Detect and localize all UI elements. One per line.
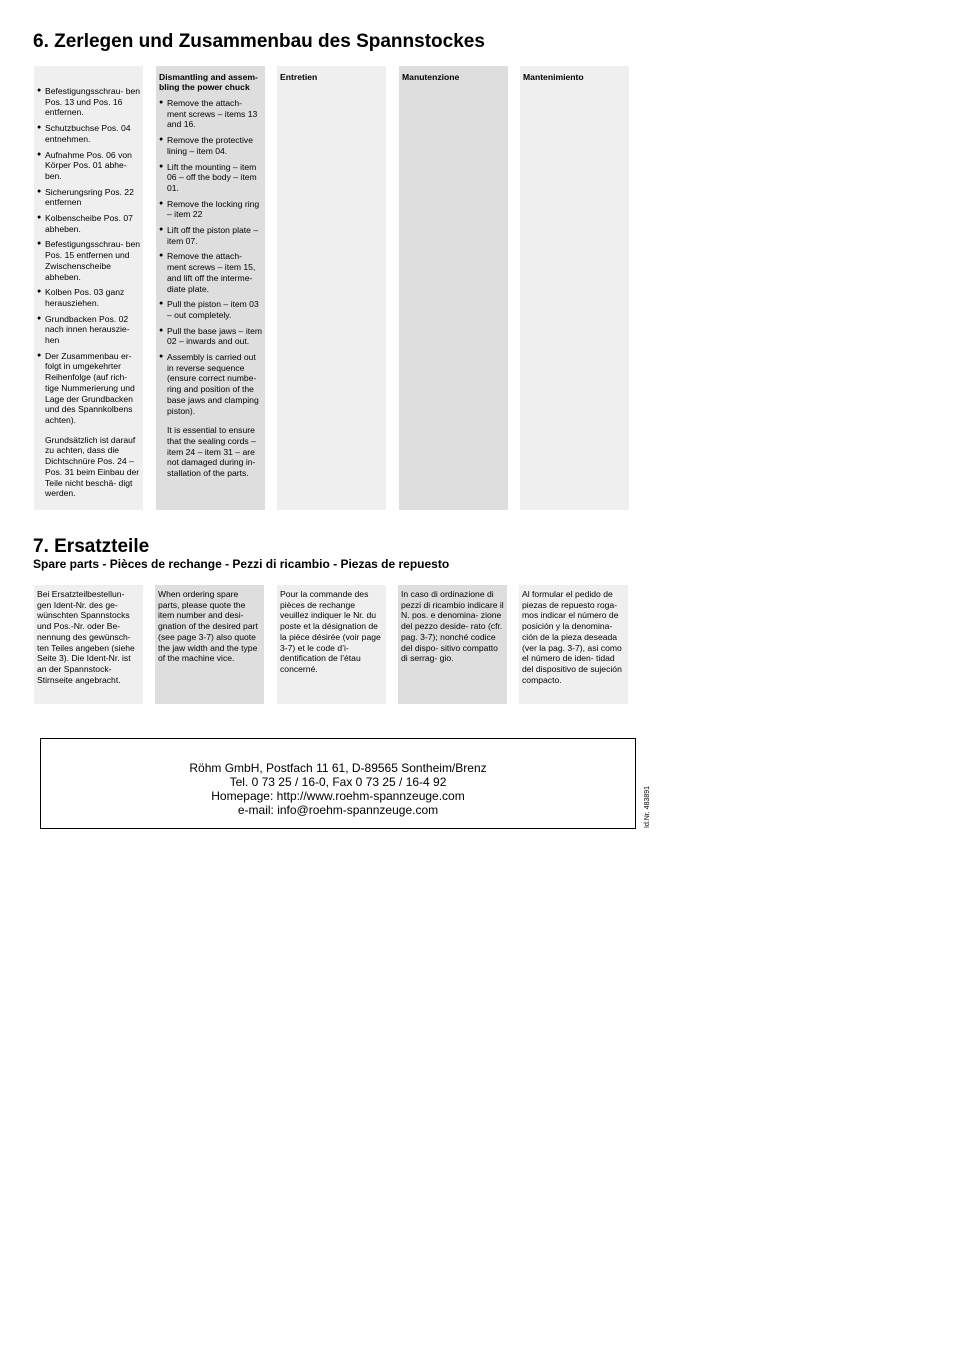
spare-parts-german — [34, 585, 143, 704]
document-id-number: Id.Nr. 483891 — [644, 785, 651, 828]
col-french-entretien — [277, 66, 386, 510]
col-german-dismantling — [34, 66, 143, 510]
col-english-dismantling — [156, 66, 265, 510]
list-item: ● Befestigungsschrau- ben Pos. 13 und Pos. 16 entfernen. — [37, 86, 141, 118]
col-spanish-mantenimiento — [520, 66, 629, 510]
list-item: ● Lift off the piston plate – item 07. — [159, 225, 263, 246]
list-item: ● Der Zusammenbau er- folgt in umgekehrter Reihenfolge (auf rich- tige Nummerierung und Lage der Grundbacken und des Spannkolbens achten). — [37, 351, 141, 426]
section-7-subtitle: Spare parts - Pièces de rechange - Pezzi di ricambio - Piezas de repuesto — [33, 557, 450, 571]
list-item: ● Assembly is carried out in reverse sequence (ensure correct numbe- ring and position of the base jaws and clamping piston). — [159, 352, 263, 416]
spare-parts-french — [277, 585, 386, 704]
email-line: e-mail: info@roehm-spannzeuge.com — [237, 803, 439, 817]
col-heading — [37, 72, 141, 80]
paragraph: Al formular el pedido de piezas de repuesto roga- mos indicar el número de posición y la denomina- ción de la pieza deseada (ver la pag. 3-7), asi como el número de iden- tidad del dispositivo de sujeción compacto. — [522, 589, 622, 685]
list-item: ● Remove the attach- ment screws – item 15, and lift off the interme- diate plate. — [159, 251, 263, 294]
list-item: ● Grundbacken Pos. 02 nach innen herauszie- hen — [37, 314, 141, 346]
list-item: ● Kolben Pos. 03 ganz herausziehen. — [37, 287, 141, 308]
paragraph: When ordering spare parts, please quote the item number and desi- gnation of the desired part (see page 3-7) also quote the jaw width and the type of the machine vice. — [158, 589, 258, 664]
spare-parts-spanish — [519, 585, 628, 704]
list-item: ● Befestigungsschrau- ben Pos. 15 entfernen und Zwischenscheibe abheben. — [37, 239, 141, 282]
phone-fax-line: Tel. 0 73 25 / 16-0, Fax 0 73 25 / 16-4 92 — [229, 775, 447, 789]
step-list — [159, 98, 263, 416]
section-7-title: 7. Ersatzteile — [33, 536, 150, 557]
note: It is essential to ensure that the sealing cords – item 24 – item 31 – are not damaged during in- stallation of the parts. — [167, 425, 256, 479]
list-item: ● Schutzbuchse Pos. 04 entnehmen. — [37, 123, 141, 144]
col-italian-manutenzione — [399, 66, 508, 510]
list-item: ● Remove the protective lining – item 04. — [159, 135, 263, 156]
list-item: ● Lift the mounting – item 06 – off the body – item 01. — [159, 162, 263, 194]
list-item: ● Pull the piston – item 03 – out completely. — [159, 299, 263, 320]
list-item: ● Aufnahme Pos. 06 von Körper Pos. 01 abhe- ben. — [37, 150, 141, 182]
list-item: ● Sicherungsring Pos. 22 entfernen — [37, 187, 141, 208]
address-line: Röhm GmbH, Postfach 11 61, D-89565 Sontheim/Brenz — [189, 761, 487, 775]
col-heading: Dismantling and assem- bling the power chuck — [159, 72, 258, 92]
col-heading: Entretien — [280, 72, 318, 82]
paragraph: Bei Ersatzteilbestellun- gen Ident-Nr. des ge- wünschten Spannstocks und Pos.-Nr. oder Be- nennung des gewünsch- ten Teiles angeben (siehe Seite 3). Die Ident-Nr. ist an der Spannstock-Stirnseite angebracht. — [37, 589, 135, 685]
list-item: ● Kolbenscheibe Pos. 07 abheben. — [37, 213, 141, 234]
company-address-box — [40, 738, 636, 829]
spare-parts-italian — [398, 585, 507, 704]
col-heading: Mantenimiento — [523, 72, 584, 82]
note: Grundsätzlich ist darauf zu achten, dass die Dichtschnüre Pos. 24 – Pos. 31 beim Einbau der Teile nicht beschä- digt werden. — [45, 434, 140, 499]
list-item: ● Remove the locking ring – item 22 — [159, 199, 263, 220]
col-heading: Manutenzione — [402, 72, 460, 82]
spare-parts-english — [155, 585, 264, 704]
section-6-title: 6. Zerlegen und Zusammenbau des Spannstockes — [33, 31, 485, 52]
step-list — [37, 86, 141, 426]
list-item: ● Remove the attach- ment screws – items 13 and 16. — [159, 98, 263, 130]
list-item: ● Pull the base jaws – item 02 – inwards and out. — [159, 326, 263, 347]
homepage-line: Homepage: http://www.roehm-spannzeuge.com — [211, 789, 465, 803]
paragraph: In caso di ordinazione di pezzi di ricambio indicare il N. pos. e denomina- zione del pezzo deside- rato (cfr. pag. 3-7); nonché codice del dispo- sitivo compatto di serrag- gio. — [401, 589, 504, 664]
paragraph: Pour la commande des pièces de rechange veuillez indiquer le Nr. du poste et la désignation de la pièce désirée (voir page 3-7) et le code d’i- dentification de l’étau concerné. — [280, 589, 381, 674]
